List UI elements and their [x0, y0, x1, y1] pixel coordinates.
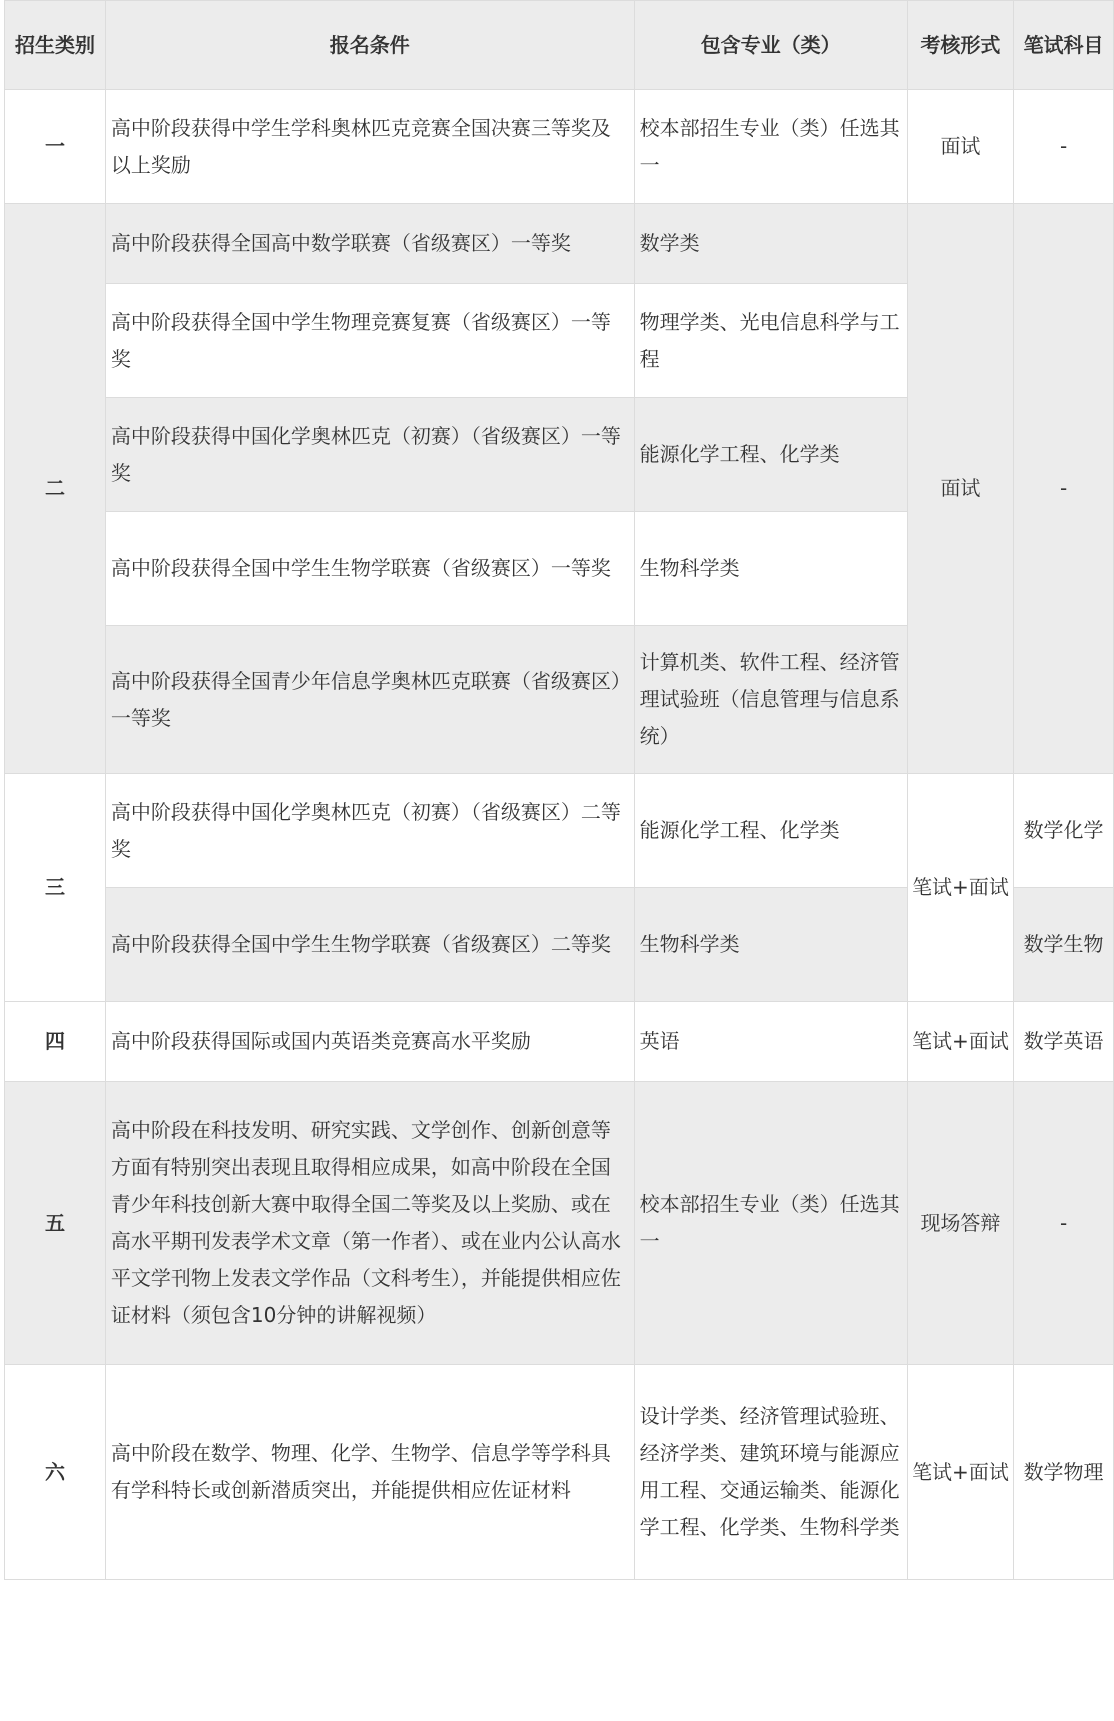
header-conditions: 报名条件	[105, 1, 634, 90]
assessment-cell: 面试	[907, 204, 1013, 774]
header-category: 招生类别	[5, 1, 106, 90]
header-assessment: 考核形式	[907, 1, 1013, 90]
category-cell: 三	[5, 774, 106, 1002]
table-row	[5, 774, 1114, 888]
table-row	[5, 90, 1114, 204]
majors-cell: 校本部招生专业（类）任选其一	[634, 90, 907, 204]
category-cell: 六	[5, 1365, 106, 1580]
assessment-cell: 面试	[907, 90, 1013, 204]
majors-cell: 英语	[634, 1002, 907, 1082]
table-row	[5, 1002, 1114, 1082]
written-cell: 数学物理	[1014, 1365, 1114, 1580]
header-written: 笔试科目	[1014, 1, 1114, 90]
written-cell: 数学英语	[1014, 1002, 1114, 1082]
condition-cell: 高中阶段获得全国高中数学联赛（省级赛区）一等奖	[105, 204, 634, 284]
condition-cell: 高中阶段获得全国青少年信息学奥林匹克联赛（省级赛区）一等奖	[105, 626, 634, 774]
condition-cell: 高中阶段获得中学生学科奥林匹克竞赛全国决赛三等奖及以上奖励	[105, 90, 634, 204]
majors-cell: 数学类	[634, 204, 907, 284]
condition-cell: 高中阶段获得国际或国内英语类竞赛高水平奖励	[105, 1002, 634, 1082]
category-cell: 五	[5, 1082, 106, 1365]
table-header-row	[5, 1, 1114, 90]
majors-cell: 物理学类、光电信息科学与工程	[634, 284, 907, 398]
written-cell: -	[1014, 90, 1114, 204]
condition-cell: 高中阶段获得全国中学生生物学联赛（省级赛区）一等奖	[105, 512, 634, 626]
majors-cell: 能源化学工程、化学类	[634, 398, 907, 512]
condition-cell: 高中阶段获得中国化学奥林匹克（初赛）（省级赛区）二等奖	[105, 774, 634, 888]
majors-cell: 生物科学类	[634, 512, 907, 626]
header-majors: 包含专业（类）	[634, 1, 907, 90]
category-cell: 二	[5, 204, 106, 774]
condition-cell: 高中阶段在数学、物理、化学、生物学、信息学等学科具有学科特长或创新潜质突出，并能提供相应佐证材料	[105, 1365, 634, 1580]
category-cell: 四	[5, 1002, 106, 1082]
condition-cell: 高中阶段在科技发明、研究实践、文学创作、创新创意等方面有特别突出表现且取得相应成果，如高中阶段在全国青少年科技创新大赛中取得全国二等奖及以上奖励、或在高水平期刊发表学术文章（第一作者）、或在业内公认高水平文学刊物上发表文学作品（文科考生），并能提供相应佐证材料（须包含10分钟的讲解视频）	[105, 1082, 634, 1365]
majors-cell: 能源化学工程、化学类	[634, 774, 907, 888]
written-cell: 数学化学	[1014, 774, 1114, 888]
written-cell: 数学生物	[1014, 888, 1114, 1002]
written-cell: -	[1014, 1082, 1114, 1365]
category-cell: 一	[5, 90, 106, 204]
condition-cell: 高中阶段获得全国中学生生物学联赛（省级赛区）二等奖	[105, 888, 634, 1002]
admission-table	[4, 0, 1114, 1580]
condition-cell: 高中阶段获得中国化学奥林匹克（初赛）（省级赛区）一等奖	[105, 398, 634, 512]
table-row	[5, 1365, 1114, 1580]
assessment-cell: 笔试+面试	[907, 774, 1013, 1002]
assessment-cell: 笔试+面试	[907, 1002, 1013, 1082]
condition-cell: 高中阶段获得全国中学生物理竞赛复赛（省级赛区）一等奖	[105, 284, 634, 398]
majors-cell: 生物科学类	[634, 888, 907, 1002]
table-row	[5, 1082, 1114, 1365]
majors-cell: 校本部招生专业（类）任选其一	[634, 1082, 907, 1365]
assessment-cell: 现场答辩	[907, 1082, 1013, 1365]
table-row	[5, 204, 1114, 284]
assessment-cell: 笔试+面试	[907, 1365, 1013, 1580]
written-cell: -	[1014, 204, 1114, 774]
majors-cell: 计算机类、软件工程、经济管理试验班（信息管理与信息系统）	[634, 626, 907, 774]
majors-cell: 设计学类、经济管理试验班、经济学类、建筑环境与能源应用工程、交通运输类、能源化学工程、化学类、生物科学类	[634, 1365, 907, 1580]
